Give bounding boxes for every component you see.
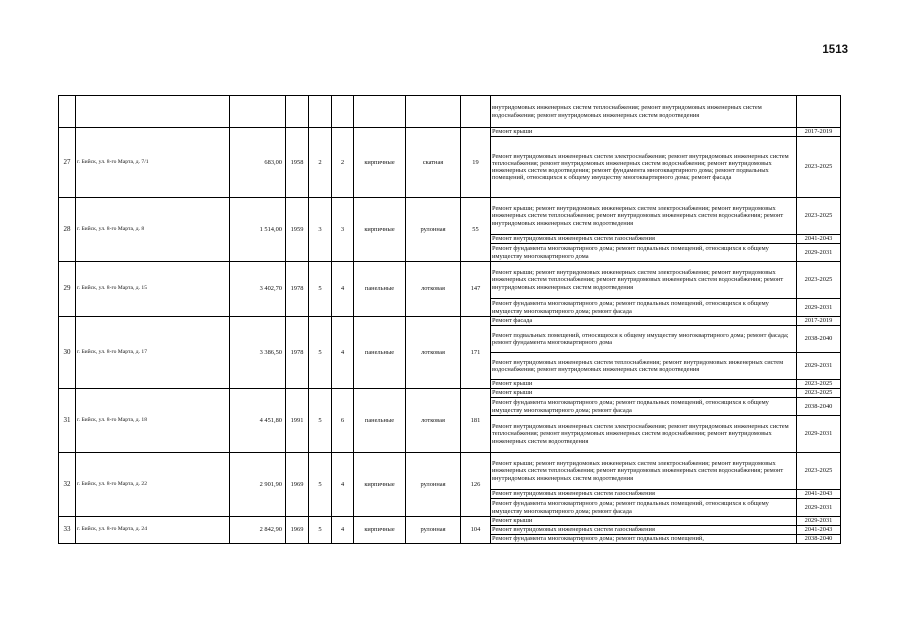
table-row xyxy=(59,389,841,398)
capital-repair-table xyxy=(58,95,841,544)
house-apartments: 126 xyxy=(461,453,491,517)
house-floors: 3 xyxy=(309,198,332,262)
table-row xyxy=(59,128,841,137)
house-number: 31 xyxy=(59,389,76,453)
house-number: 27 xyxy=(59,128,76,198)
table-row xyxy=(59,96,841,128)
house-year: 1969 xyxy=(286,517,309,544)
work-scope: Ремонт внутридомовых инженерных систем газоснабжения xyxy=(491,526,797,535)
table-row xyxy=(59,317,841,326)
house-roof: лотковая xyxy=(406,389,461,453)
house-roof: рулонная xyxy=(406,198,461,262)
house-entrances: 4 xyxy=(332,317,354,389)
house-address: г. Бийск, ул. 8-го Марта, д. 7/1 xyxy=(76,128,230,198)
work-scope: Ремонт фасада xyxy=(491,317,797,326)
house-floors: 5 xyxy=(309,262,332,317)
house-entrances: 3 xyxy=(332,198,354,262)
work-period: 2029-2031 xyxy=(797,517,841,526)
work-period: 2023-2025 xyxy=(797,137,841,198)
house-area: 3 386,50 xyxy=(230,317,286,389)
house-address: г. Бийск, ул. 8-го Марта, д. 17 xyxy=(76,317,230,389)
house-apartments: 171 xyxy=(461,317,491,389)
house-roof: рулонная xyxy=(406,453,461,517)
table-row xyxy=(59,517,841,526)
work-scope: Ремонт крыши; ремонт внутридомовых инженерных систем электроснабжения; ремонт внутридомовых инженерных систем теплоснабжения; ремонт внутридомовых инженерных систем водоснабжения; ремонт внутридомовых инженерных систем водоотведения xyxy=(491,262,797,299)
work-period: 2023-2025 xyxy=(797,389,841,398)
work-period: 2023-2025 xyxy=(797,262,841,299)
work-period: 2023-2025 xyxy=(797,453,841,490)
house-roof: скатная xyxy=(406,128,461,198)
house-area: 3 402,70 xyxy=(230,262,286,317)
work-period: 2023-2025 xyxy=(797,198,841,235)
house-walls: кирпичные xyxy=(354,453,406,517)
house-area: 683,00 xyxy=(230,128,286,198)
work-scope: Ремонт крыши xyxy=(491,389,797,398)
work-scope: Ремонт подвальных помещений, относящихся к общему имуществу многоквартирного дома; ремонт фасада; ремонт фундамента многоквартирного дома xyxy=(491,326,797,353)
house-apartments: 147 xyxy=(461,262,491,317)
work-scope: Ремонт фундамента многоквартирного дома; ремонт подвальных помещений, относящихся к общему имуществу многоквартирного дома; ремонт фасада xyxy=(491,398,797,416)
work-scope: Ремонт внутридомовых инженерных систем газоснабжения xyxy=(491,490,797,499)
house-address: г. Бийск, ул. 8-го Марта, д. 8 xyxy=(76,198,230,262)
house-walls: кирпичные xyxy=(354,128,406,198)
work-scope: Ремонт фундамента многоквартирного дома; ремонт подвальных помещений, относящихся к общему имуществу многоквартирного дома; ремонт фасада xyxy=(491,299,797,317)
house-floors: 5 xyxy=(309,453,332,517)
house-area xyxy=(230,96,286,128)
house-number: 29 xyxy=(59,262,76,317)
work-scope: Ремонт внутридомовых инженерных систем электроснабжения; ремонт внутридомовых инженерных систем теплоснабжения; ремонт внутридомовых инженерных систем водоснабжения; ремонт внутридомовых инженерных систем водоотведения; ремонт фундамента многоквартирного дома; ремонт подвальных помещений, относящихся к общему имуществу многоквартирного дома; ремонт фасада xyxy=(491,137,797,198)
house-number: 32 xyxy=(59,453,76,517)
house-walls xyxy=(354,96,406,128)
work-scope: Ремонт внутридомовых инженерных систем газоснабжения xyxy=(491,235,797,244)
house-walls: панельные xyxy=(354,262,406,317)
work-scope: Ремонт фундамента многоквартирного дома; ремонт подвальных помещений, относящихся к общему имуществу многоквартирного дома; ремонт фасада xyxy=(491,499,797,517)
house-address: г. Бийск, ул. 8-го Марта, д. 24 xyxy=(76,517,230,544)
house-entrances: 4 xyxy=(332,453,354,517)
work-period: 2038-2040 xyxy=(797,398,841,416)
work-period: 2038-2040 xyxy=(797,535,841,544)
work-scope: Ремонт крыши; ремонт внутридомовых инженерных систем электроснабжения; ремонт внутридомовых инженерных систем теплоснабжения; ремонт внутридомовых инженерных систем водоснабжения; ремонт внутридомовых инженерных систем водоотведения xyxy=(491,453,797,490)
house-year: 1978 xyxy=(286,317,309,389)
house-year: 1959 xyxy=(286,198,309,262)
house-apartments: 104 xyxy=(461,517,491,544)
house-walls: кирпичные xyxy=(354,517,406,544)
house-roof: рулонная xyxy=(406,517,461,544)
house-address: г. Бийск, ул. 8-го Марта, д. 22 xyxy=(76,453,230,517)
house-walls: кирпичные xyxy=(354,198,406,262)
house-floors: 5 xyxy=(309,317,332,389)
work-period: 2029-2031 xyxy=(797,353,841,380)
house-apartments: 181 xyxy=(461,389,491,453)
table-row xyxy=(59,453,841,490)
house-walls: панельные xyxy=(354,389,406,453)
house-roof: лотковая xyxy=(406,317,461,389)
work-period: 2041-2043 xyxy=(797,235,841,244)
work-scope: Ремонт крыши xyxy=(491,128,797,137)
house-address xyxy=(76,96,230,128)
work-scope: Ремонт внутридомовых инженерных систем электроснабжения; ремонт внутридомовых инженерных систем теплоснабжения; ремонт внутридомовых инженерных систем водоснабжения; ремонт внутридомовых инженерных систем водоотведения xyxy=(491,416,797,453)
work-period: 2017-2019 xyxy=(797,317,841,326)
page-number: 1513 xyxy=(822,44,848,56)
house-floors: 5 xyxy=(309,517,332,544)
house-floors: 2 xyxy=(309,128,332,198)
house-entrances xyxy=(332,96,354,128)
house-area: 2 901,90 xyxy=(230,453,286,517)
house-apartments: 19 xyxy=(461,128,491,198)
house-entrances: 4 xyxy=(332,262,354,317)
house-floors: 5 xyxy=(309,389,332,453)
work-scope: внутридомовых инженерных систем теплоснабжения; ремонт внутридомовых инженерных систем водоснабжения; ремонт внутридомовых инженерных систем водоотведения xyxy=(491,96,797,128)
house-area: 4 451,80 xyxy=(230,389,286,453)
house-entrances: 4 xyxy=(332,517,354,544)
house-apartments xyxy=(461,96,491,128)
work-scope: Ремонт крыши xyxy=(491,380,797,389)
work-period: 2029-2031 xyxy=(797,299,841,317)
house-address: г. Бийск, ул. 8-го Марта, д. 18 xyxy=(76,389,230,453)
house-entrances: 2 xyxy=(332,128,354,198)
house-apartments: 55 xyxy=(461,198,491,262)
work-period: 2038-2040 xyxy=(797,326,841,353)
table-row xyxy=(59,262,841,299)
work-period: 2029-2031 xyxy=(797,416,841,453)
house-year: 1978 xyxy=(286,262,309,317)
table-row xyxy=(59,198,841,235)
work-period: 2041-2043 xyxy=(797,490,841,499)
house-year xyxy=(286,96,309,128)
work-period: 2029-2031 xyxy=(797,244,841,262)
work-scope: Ремонт крыши xyxy=(491,517,797,526)
house-roof xyxy=(406,96,461,128)
work-scope: Ремонт крыши; ремонт внутридомовых инженерных систем электроснабжения; ремонт внутридомовых инженерных систем теплоснабжения; ремонт внутридомовых инженерных систем водоснабжения; ремонт внутридомовых инженерных систем водоотведения xyxy=(491,198,797,235)
work-scope: Ремонт фундамента многоквартирного дома; ремонт подвальных помещений, относящихся к общему имуществу многоквартирного дома xyxy=(491,244,797,262)
capital-repair-table-sheet xyxy=(58,95,840,544)
house-number: 33 xyxy=(59,517,76,544)
house-entrances: 6 xyxy=(332,389,354,453)
work-period: 2041-2043 xyxy=(797,526,841,535)
house-roof: лотковая xyxy=(406,262,461,317)
house-number: 30 xyxy=(59,317,76,389)
house-year: 1991 xyxy=(286,389,309,453)
work-scope: Ремонт внутридомовых инженерных систем теплоснабжения; ремонт внутридомовых инженерных систем водоснабжения; ремонт внутридомовых инженерных систем водоотведения xyxy=(491,353,797,380)
work-period: 2029-2031 xyxy=(797,499,841,517)
house-number xyxy=(59,96,76,128)
work-period xyxy=(797,96,841,128)
house-year: 1969 xyxy=(286,453,309,517)
house-year: 1958 xyxy=(286,128,309,198)
work-period: 2017-2019 xyxy=(797,128,841,137)
house-floors xyxy=(309,96,332,128)
work-scope: Ремонт фундамента многоквартирного дома; ремонт подвальных помещений, xyxy=(491,535,797,544)
work-period: 2023-2025 xyxy=(797,380,841,389)
house-area: 1 514,00 xyxy=(230,198,286,262)
house-walls: панельные xyxy=(354,317,406,389)
house-area: 2 842,90 xyxy=(230,517,286,544)
house-address: г. Бийск, ул. 8-го Марта, д. 15 xyxy=(76,262,230,317)
house-number: 28 xyxy=(59,198,76,262)
table-body xyxy=(59,96,841,544)
